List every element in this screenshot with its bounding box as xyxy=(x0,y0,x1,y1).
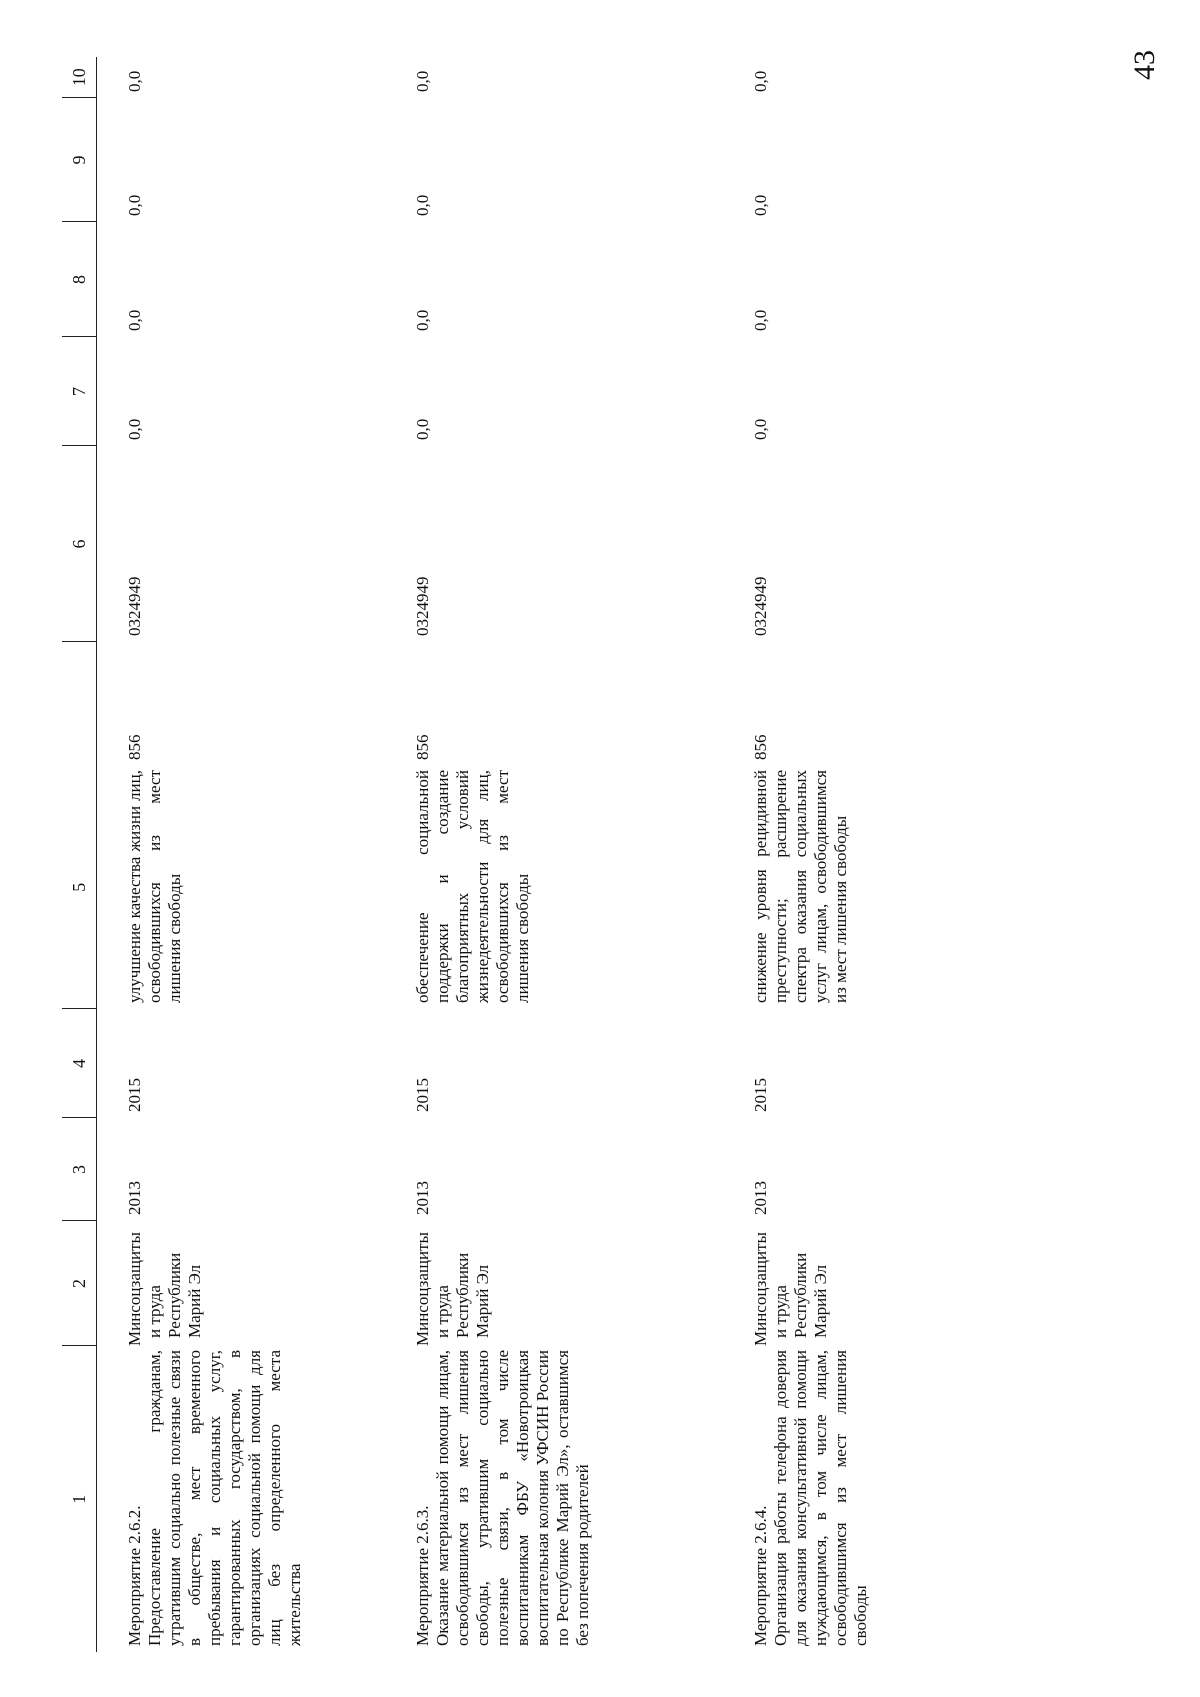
value-col-10: 0,0 xyxy=(413,70,432,92)
value-col-7: 0,0 xyxy=(125,418,144,440)
measure-cell xyxy=(97,1346,386,1652)
value-col-10: 0,0 xyxy=(751,70,770,92)
value-col-9: 0,0 xyxy=(125,194,144,216)
end-year: 2015 xyxy=(413,1078,432,1112)
measure-cell xyxy=(385,1346,725,1652)
table-row xyxy=(385,57,725,1652)
column-header-4: 4 xyxy=(62,1009,97,1118)
executor-detail: и труда Республики Марий Эл xyxy=(771,1252,830,1338)
page-number: 43 xyxy=(1128,50,1161,80)
budget-code-a: 856 xyxy=(125,734,144,760)
value-col-9: 0,0 xyxy=(751,194,770,216)
executor-name: Минсоцзащиты xyxy=(125,1232,144,1346)
start-year: 2013 xyxy=(413,1181,432,1215)
column-header-6: 6 xyxy=(62,446,97,642)
value-col-8: 0,0 xyxy=(751,309,770,331)
start-year: 2013 xyxy=(751,1181,770,1215)
executor-name: Минсоцзащиты xyxy=(413,1232,432,1346)
budget-code-b: 0324949 xyxy=(751,576,770,636)
value-col-8: 0,0 xyxy=(413,309,432,331)
column-header-5: 5 xyxy=(62,766,97,1009)
value-col-7: 0,0 xyxy=(751,418,770,440)
value-col-9: 0,0 xyxy=(413,194,432,216)
budget-code-a: 856 xyxy=(751,734,770,760)
column-header-blank xyxy=(62,642,97,766)
executor-detail: и труда Республики Марий Эл xyxy=(145,1252,204,1338)
column-header-8: 8 xyxy=(62,222,97,337)
expected-result: улучшение качества жизни лиц, освободившихся из мест лишения свободы xyxy=(125,770,184,1003)
value-col-8: 0,0 xyxy=(125,309,144,331)
executor-name: Минсоцзащиты xyxy=(751,1232,770,1346)
end-year: 2015 xyxy=(751,1078,770,1112)
start-year: 2013 xyxy=(125,1181,144,1215)
column-header-10: 10 xyxy=(62,57,97,98)
measure-title: Мероприятие 2.6.2. xyxy=(125,1505,144,1646)
measure-description: Оказание материальной помощи лицам, освободившимся из мест лишения свободы, утратившим социально полезные связи, в том числе воспитанникам ФБУ «Новотроицкая воспитательная колония УФСИН России по Республике Марий Эл», оставшимся без попечения родителей xyxy=(433,1350,592,1646)
executor-cell xyxy=(97,1221,386,1346)
budget-code-b: 0324949 xyxy=(413,576,432,636)
column-header-7: 7 xyxy=(62,337,97,446)
budget-code-a: 856 xyxy=(413,734,432,760)
executor-cell xyxy=(385,1221,725,1346)
table-row xyxy=(97,57,386,1652)
budget-code-b: 0324949 xyxy=(125,576,144,636)
column-header-3: 3 xyxy=(62,1118,97,1221)
expected-result: обеспечение социальной поддержки и создание благоприятных условий жизнедеятельности для лиц, освободившихся из мест лишения свободы xyxy=(413,770,532,1003)
column-header-1: 1 xyxy=(62,1346,97,1652)
measure-cell xyxy=(725,1346,1091,1652)
measure-description: Предоставление гражданам, утратившим социально полезные связи в обществе, мест временного пребывания и социальных услуг, гарантированных государством, в организациях социальной помощи для лиц без определенного места жительства xyxy=(145,1350,304,1646)
table-row xyxy=(725,57,1091,1652)
measure-description: Организация работы телефона доверия для оказания консультативной помощи нуждающимся, в том числе лицам, освободившимся из мест лишения свободы xyxy=(771,1350,870,1646)
header-row xyxy=(62,57,97,1652)
value-col-10: 0,0 xyxy=(125,70,144,92)
value-col-7: 0,0 xyxy=(413,418,432,440)
end-year: 2015 xyxy=(125,1078,144,1112)
executor-cell xyxy=(725,1221,1091,1346)
column-header-9: 9 xyxy=(62,98,97,222)
column-header-2: 2 xyxy=(62,1221,97,1346)
expected-result: снижение уровня рецидивной преступности; расширение спектра оказания социальных услуг лицам, освободившимся из мест лишения свободы xyxy=(751,770,850,1003)
measure-title: Мероприятие 2.6.4. xyxy=(751,1505,770,1646)
measure-title: Мероприятие 2.6.3. xyxy=(413,1505,432,1646)
program-measures-table xyxy=(62,57,1091,1652)
executor-detail: и труда Республики Марий Эл xyxy=(433,1252,492,1338)
